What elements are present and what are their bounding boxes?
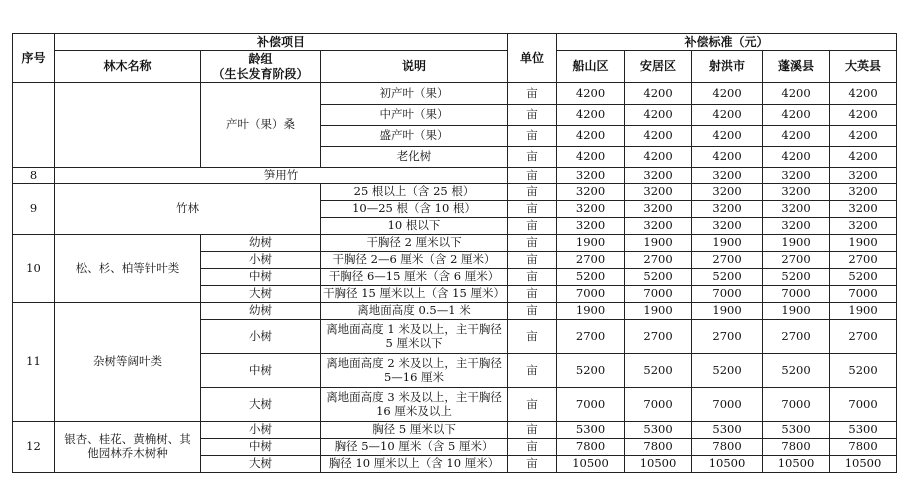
row-value: 4200 <box>763 105 830 126</box>
row-seq: 8 <box>13 168 55 184</box>
row-value: 7800 <box>830 439 897 456</box>
row-unit: 亩 <box>508 439 557 456</box>
row-tree-name <box>55 83 201 168</box>
row-value: 4200 <box>830 105 897 126</box>
row-tree-name: 松、杉、柏等针叶类 <box>55 235 201 303</box>
row-value: 10500 <box>830 456 897 473</box>
row-description <box>321 354 508 388</box>
row-description-text: 离地面高度 2 米及以上，主干胸径 5—16 厘米 <box>326 355 502 384</box>
row-value: 4200 <box>830 147 897 168</box>
row-value: 5200 <box>763 269 830 286</box>
row-value: 1900 <box>692 303 763 320</box>
header-district: 蓬溪县 <box>763 51 830 83</box>
row-value: 4200 <box>557 126 625 147</box>
row-value: 3200 <box>625 168 692 184</box>
row-tree-name: 笋用竹 <box>55 168 508 184</box>
row-value: 7000 <box>557 286 625 303</box>
row-value: 4200 <box>557 83 625 105</box>
row-description: 干胸径 2 厘米以下 <box>321 235 508 252</box>
header-age-group-line1: 龄组 <box>248 52 273 67</box>
row-description: 盛产叶（果） <box>321 126 508 147</box>
header-age-group <box>201 51 321 83</box>
row-description: 10—25 根（含 10 根） <box>321 201 508 218</box>
header-district: 大英县 <box>830 51 897 83</box>
compensation-table <box>12 33 897 473</box>
row-value: 1900 <box>763 303 830 320</box>
row-value: 5200 <box>830 269 897 286</box>
row-value: 5300 <box>763 422 830 439</box>
table-row <box>13 168 897 184</box>
row-value: 5200 <box>763 354 830 388</box>
row-unit: 亩 <box>508 235 557 252</box>
row-value: 2700 <box>830 320 897 354</box>
row-value: 3200 <box>692 201 763 218</box>
row-value: 1900 <box>625 303 692 320</box>
row-value: 5200 <box>692 269 763 286</box>
row-value: 2700 <box>763 252 830 269</box>
row-age-group: 幼树 <box>201 235 321 252</box>
row-value: 1900 <box>557 303 625 320</box>
row-unit: 亩 <box>508 422 557 439</box>
row-value: 4200 <box>830 83 897 105</box>
row-value: 5200 <box>692 354 763 388</box>
row-description: 胸径 5 厘米以下 <box>321 422 508 439</box>
row-unit: 亩 <box>508 286 557 303</box>
row-value: 1900 <box>830 235 897 252</box>
row-unit: 亩 <box>508 456 557 473</box>
row-value: 3200 <box>692 168 763 184</box>
row-description: 10 根以下 <box>321 218 508 235</box>
row-value: 5200 <box>557 354 625 388</box>
row-value: 7000 <box>625 286 692 303</box>
row-tree-name: 竹林 <box>55 184 321 235</box>
row-value: 3200 <box>625 218 692 235</box>
row-unit: 亩 <box>508 269 557 286</box>
row-value: 1900 <box>557 235 625 252</box>
row-value: 7800 <box>692 439 763 456</box>
row-value: 3200 <box>763 184 830 201</box>
row-unit: 亩 <box>508 388 557 422</box>
row-value: 4200 <box>625 147 692 168</box>
row-description <box>321 320 508 354</box>
row-value: 2700 <box>557 320 625 354</box>
header-age-group-line2: （生长发育阶段） <box>212 66 309 81</box>
row-unit: 亩 <box>508 126 557 147</box>
row-value: 7800 <box>557 439 625 456</box>
header-district: 射洪市 <box>692 51 763 83</box>
row-seq: 11 <box>13 303 55 422</box>
row-tree-name-text: 银杏、桂花、黄桷树、其他园林乔木树种 <box>64 432 191 460</box>
row-description: 25 根以上（含 25 根） <box>321 184 508 201</box>
row-value: 7000 <box>692 388 763 422</box>
row-age-group: 小树 <box>201 422 321 439</box>
row-unit: 亩 <box>508 168 557 184</box>
row-value: 4200 <box>692 105 763 126</box>
row-description <box>321 388 508 422</box>
row-value: 1900 <box>625 235 692 252</box>
row-value: 4200 <box>763 126 830 147</box>
row-value: 3200 <box>557 184 625 201</box>
row-tree-name: 杂树等阔叶类 <box>55 303 201 422</box>
row-value: 7000 <box>625 388 692 422</box>
row-value: 7000 <box>692 286 763 303</box>
row-value: 3200 <box>625 184 692 201</box>
row-value: 3200 <box>830 184 897 201</box>
row-value: 3200 <box>763 218 830 235</box>
row-value: 2700 <box>692 320 763 354</box>
row-seq: 12 <box>13 422 55 473</box>
row-age-group: 中树 <box>201 269 321 286</box>
row-value: 2700 <box>830 252 897 269</box>
row-value: 1900 <box>763 235 830 252</box>
row-value: 5300 <box>625 422 692 439</box>
header-unit: 单位 <box>508 34 557 83</box>
row-seq: 10 <box>13 235 55 303</box>
row-unit: 亩 <box>508 184 557 201</box>
row-value: 7800 <box>625 439 692 456</box>
row-value: 4200 <box>625 83 692 105</box>
row-age-group: 大树 <box>201 388 321 422</box>
row-value: 4200 <box>692 83 763 105</box>
row-value: 3200 <box>830 218 897 235</box>
row-value: 3200 <box>830 168 897 184</box>
row-value: 7800 <box>763 439 830 456</box>
row-value: 4200 <box>830 126 897 147</box>
row-value: 10500 <box>625 456 692 473</box>
row-tree-name <box>55 422 201 473</box>
row-value: 5300 <box>557 422 625 439</box>
row-value: 4200 <box>625 105 692 126</box>
row-age-group: 产叶（果）桑 <box>201 83 321 168</box>
row-value: 2700 <box>625 252 692 269</box>
row-value: 2700 <box>557 252 625 269</box>
row-value: 3200 <box>557 201 625 218</box>
row-age-group: 大树 <box>201 456 321 473</box>
row-value: 3200 <box>557 168 625 184</box>
row-unit: 亩 <box>508 83 557 105</box>
row-value: 7000 <box>557 388 625 422</box>
row-value: 7000 <box>763 286 830 303</box>
row-value: 7000 <box>763 388 830 422</box>
header-tree-name: 林木名称 <box>55 51 201 83</box>
table-row <box>13 235 897 252</box>
row-value: 4200 <box>625 126 692 147</box>
row-value: 3200 <box>692 184 763 201</box>
row-value: 7000 <box>830 286 897 303</box>
row-value: 7000 <box>830 388 897 422</box>
header-district: 船山区 <box>557 51 625 83</box>
row-value: 3200 <box>763 201 830 218</box>
row-description: 中产叶（果） <box>321 105 508 126</box>
row-age-group: 中树 <box>201 354 321 388</box>
row-unit: 亩 <box>508 201 557 218</box>
row-description-text: 离地面高度 1 米及以上，主干胸径 5 厘米以下 <box>326 321 502 350</box>
row-value: 10500 <box>692 456 763 473</box>
row-unit: 亩 <box>508 147 557 168</box>
header-standard-group: 补偿标准（元） <box>557 34 897 51</box>
row-description-text: 离地面高度 3 米及以上，主干胸径 16 厘米及以上 <box>326 389 502 418</box>
row-value: 5300 <box>692 422 763 439</box>
row-unit: 亩 <box>508 252 557 269</box>
row-description: 干胸径 2—6 厘米（含 2 厘米） <box>321 252 508 269</box>
table-row <box>13 422 897 439</box>
row-unit: 亩 <box>508 320 557 354</box>
row-value: 4200 <box>692 147 763 168</box>
row-seq: 9 <box>13 184 55 235</box>
row-value: 4200 <box>557 147 625 168</box>
row-value: 10500 <box>763 456 830 473</box>
table-row <box>13 303 897 320</box>
row-value: 3200 <box>625 201 692 218</box>
row-value: 1900 <box>692 235 763 252</box>
table-row <box>13 83 897 105</box>
row-value: 4200 <box>763 147 830 168</box>
row-value: 1900 <box>830 303 897 320</box>
row-age-group: 小树 <box>201 252 321 269</box>
row-description: 老化树 <box>321 147 508 168</box>
row-description: 初产叶（果） <box>321 83 508 105</box>
header-project-group: 补偿项目 <box>55 34 508 51</box>
row-seq <box>13 83 55 168</box>
row-description: 干胸径 6—15 厘米（含 6 厘米） <box>321 269 508 286</box>
row-value: 5200 <box>625 354 692 388</box>
row-description: 胸径 10 厘米以上（含 10 厘米） <box>321 456 508 473</box>
row-value: 4200 <box>557 105 625 126</box>
row-age-group: 小树 <box>201 320 321 354</box>
row-unit: 亩 <box>508 218 557 235</box>
header-district: 安居区 <box>625 51 692 83</box>
row-value: 2700 <box>763 320 830 354</box>
row-description: 干胸径 15 厘米以上（含 15 厘米） <box>321 286 508 303</box>
row-description: 胸径 5—10 厘米（含 5 厘米） <box>321 439 508 456</box>
row-value: 2700 <box>625 320 692 354</box>
row-age-group: 幼树 <box>201 303 321 320</box>
row-age-group: 中树 <box>201 439 321 456</box>
row-value: 5200 <box>625 269 692 286</box>
row-unit: 亩 <box>508 105 557 126</box>
row-unit: 亩 <box>508 354 557 388</box>
row-value: 2700 <box>692 252 763 269</box>
row-value: 10500 <box>557 456 625 473</box>
row-age-group: 大树 <box>201 286 321 303</box>
row-value: 5300 <box>830 422 897 439</box>
table-row <box>13 184 897 201</box>
row-value: 3200 <box>763 168 830 184</box>
row-value: 3200 <box>830 201 897 218</box>
row-value: 3200 <box>557 218 625 235</box>
row-unit: 亩 <box>508 303 557 320</box>
row-value: 5200 <box>557 269 625 286</box>
row-value: 5200 <box>830 354 897 388</box>
row-value: 4200 <box>763 83 830 105</box>
row-value: 4200 <box>692 126 763 147</box>
row-description: 离地面高度 0.5—1 米 <box>321 303 508 320</box>
row-value: 3200 <box>692 218 763 235</box>
header-seq: 序号 <box>13 34 55 83</box>
header-description: 说明 <box>321 51 508 83</box>
